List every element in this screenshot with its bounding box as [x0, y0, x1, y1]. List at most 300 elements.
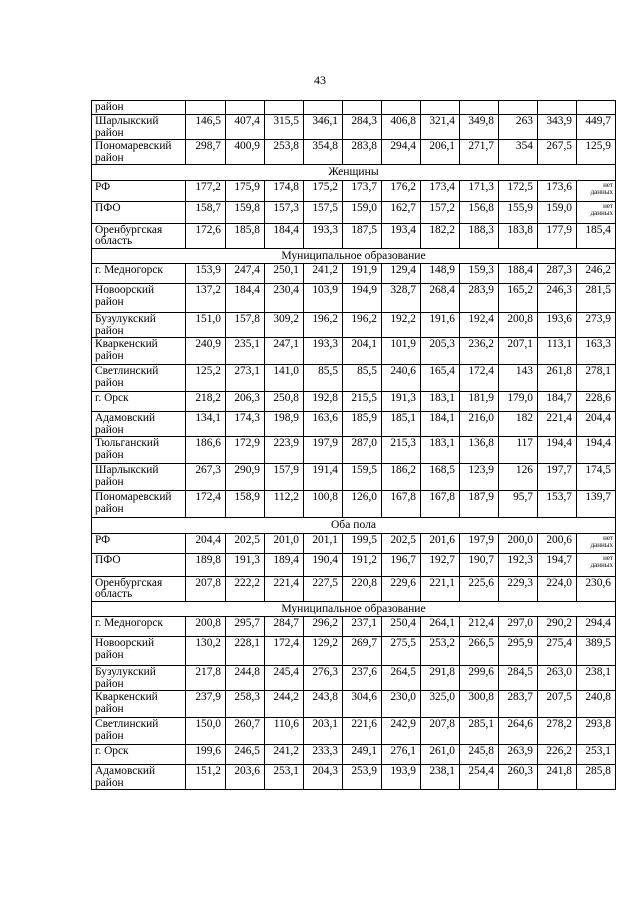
- value-cell: 174,8: [265, 180, 304, 201]
- row-label-line: район: [95, 324, 124, 337]
- value-cell: 141,0: [265, 365, 304, 392]
- row-label-line: Шарлыкский: [95, 464, 159, 476]
- value-cell: 249,1: [343, 745, 382, 765]
- table-row: [92, 437, 616, 464]
- value-cell: 207,5: [538, 691, 577, 718]
- value-cell: 203,6: [226, 765, 265, 790]
- value-cell: 221,6: [343, 718, 382, 745]
- value-cell: 188,4: [499, 264, 538, 284]
- value-cell: 281,5: [577, 284, 616, 313]
- value-cell: 196,2: [343, 313, 382, 338]
- value-cell: 173,7: [343, 180, 382, 201]
- value-cell: 167,8: [382, 491, 421, 518]
- value-cell: [265, 101, 304, 115]
- value-cell: 287,0: [343, 437, 382, 464]
- value-cell: 244,8: [226, 666, 265, 691]
- value-cell: [577, 101, 616, 115]
- value-cell: 129,4: [382, 264, 421, 284]
- value-cell: 167,8: [421, 491, 460, 518]
- value-cell: 218,2: [186, 392, 226, 412]
- value-cell: 183,1: [421, 392, 460, 412]
- no-data-cell: нет данных: [577, 533, 616, 553]
- value-cell: 153,9: [186, 264, 226, 284]
- value-cell: 221,4: [538, 412, 577, 437]
- section-header-row: [92, 518, 616, 534]
- value-cell: 159,0: [343, 201, 382, 223]
- value-cell: 250,1: [265, 264, 304, 284]
- row-label-line: Пономаревский: [95, 140, 172, 152]
- row-label-cell: [92, 140, 186, 165]
- value-cell: 204,3: [304, 765, 343, 790]
- value-cell: 244,2: [265, 691, 304, 718]
- value-cell: 191,4: [304, 464, 343, 491]
- value-cell: 228,6: [577, 392, 616, 412]
- value-cell: 253,9: [343, 765, 382, 790]
- value-cell: 271,7: [460, 140, 499, 165]
- value-cell: 278,1: [577, 365, 616, 392]
- value-cell: 294,4: [577, 617, 616, 637]
- value-cell: 304,6: [343, 691, 382, 718]
- value-cell: 162,7: [382, 201, 421, 223]
- value-cell: 224,0: [538, 576, 577, 601]
- value-cell: 184,1: [421, 412, 460, 437]
- value-cell: 354: [499, 140, 538, 165]
- value-cell: [226, 101, 265, 115]
- value-cell: 247,4: [226, 264, 265, 284]
- value-cell: 267,5: [538, 140, 577, 165]
- value-cell: 193,3: [304, 223, 343, 248]
- table-row: [92, 201, 616, 223]
- row-label-line: Бузулукский: [95, 666, 156, 678]
- row-label-cell: [92, 491, 186, 518]
- table-row: [92, 115, 616, 140]
- row-label-line: РФ: [95, 180, 111, 193]
- value-cell: 193,3: [304, 338, 343, 365]
- value-cell: 204,1: [343, 338, 382, 365]
- value-cell: 221,4: [265, 576, 304, 601]
- value-cell: 173,4: [421, 180, 460, 201]
- value-cell: 300,8: [460, 691, 499, 718]
- value-cell: 186,6: [186, 437, 226, 464]
- value-cell: 159,0: [538, 201, 577, 223]
- value-cell: 157,8: [226, 313, 265, 338]
- row-label-cell: [92, 718, 186, 745]
- value-cell: 295,7: [226, 617, 265, 637]
- value-cell: [499, 101, 538, 115]
- table-row: [92, 180, 616, 201]
- value-cell: 158,7: [186, 201, 226, 223]
- row-label-cell: [92, 745, 186, 765]
- row-label-line: район: [95, 502, 124, 515]
- row-label-cell: [92, 264, 186, 284]
- value-cell: 215,3: [382, 437, 421, 464]
- no-data-cell: нет данных: [577, 201, 616, 223]
- value-cell: 153,7: [538, 491, 577, 518]
- row-label-line: район: [95, 126, 124, 139]
- value-cell: 193,9: [382, 765, 421, 790]
- value-cell: 126: [499, 464, 538, 491]
- value-cell: 172,4: [186, 491, 226, 518]
- value-cell: 235,1: [226, 338, 265, 365]
- table-row: [92, 666, 616, 691]
- value-cell: 191,2: [343, 553, 382, 576]
- value-cell: 204,4: [186, 533, 226, 553]
- value-cell: 229,6: [382, 576, 421, 601]
- table-row: [92, 412, 616, 437]
- value-cell: 227,5: [304, 576, 343, 601]
- value-cell: 187,5: [343, 223, 382, 248]
- value-cell: 197,9: [304, 437, 343, 464]
- value-cell: 263,0: [538, 666, 577, 691]
- value-cell: 264,6: [499, 718, 538, 745]
- row-label-line: г. Медногорск: [95, 617, 163, 629]
- row-label-line: район: [95, 648, 124, 661]
- row-label-cell: [92, 392, 186, 412]
- value-cell: 240,8: [577, 691, 616, 718]
- value-cell: 136,8: [460, 437, 499, 464]
- value-cell: 275,5: [382, 637, 421, 666]
- value-cell: 125,2: [186, 365, 226, 392]
- value-cell: 225,6: [460, 576, 499, 601]
- section-header-row: [92, 248, 616, 264]
- value-cell: 325,0: [421, 691, 460, 718]
- value-cell: 192,4: [460, 313, 499, 338]
- value-cell: 194,4: [538, 437, 577, 464]
- value-cell: 298,7: [186, 140, 226, 165]
- value-cell: 343,9: [538, 115, 577, 140]
- value-cell: 346,1: [304, 115, 343, 140]
- value-cell: 276,1: [382, 745, 421, 765]
- table-row: [92, 691, 616, 718]
- section-header-label: Муниципальное образование: [92, 248, 616, 264]
- value-cell: 283,8: [343, 140, 382, 165]
- row-label-cell: [92, 533, 186, 553]
- table-row: [92, 637, 616, 666]
- value-cell: 247,1: [265, 338, 304, 365]
- value-cell: 187,9: [460, 491, 499, 518]
- value-cell: 184,4: [265, 223, 304, 248]
- value-cell: 191,9: [343, 264, 382, 284]
- value-cell: 197,7: [538, 464, 577, 491]
- value-cell: 309,2: [265, 313, 304, 338]
- statistics-table: [91, 100, 616, 790]
- value-cell: 188,3: [460, 223, 499, 248]
- table-row: [92, 338, 616, 365]
- value-cell: 260,7: [226, 718, 265, 745]
- value-cell: 194,7: [538, 553, 577, 576]
- value-cell: 290,2: [538, 617, 577, 637]
- value-cell: 203,1: [304, 718, 343, 745]
- row-label-cell: [92, 180, 186, 201]
- row-label-line: район: [95, 423, 124, 436]
- value-cell: 172,6: [186, 223, 226, 248]
- value-cell: 181,9: [460, 392, 499, 412]
- table-row: [92, 617, 616, 637]
- table-row: [92, 140, 616, 165]
- value-cell: 246,2: [577, 264, 616, 284]
- value-cell: 185,4: [577, 223, 616, 248]
- row-label-line: Оренбургская: [95, 576, 163, 589]
- value-cell: 406,8: [382, 115, 421, 140]
- value-cell: 193,4: [382, 223, 421, 248]
- value-cell: 285,8: [577, 765, 616, 790]
- value-cell: 172,9: [226, 437, 265, 464]
- value-cell: 201,1: [304, 533, 343, 553]
- value-cell: 110,6: [265, 718, 304, 745]
- value-cell: 163,3: [577, 338, 616, 365]
- page-number: 43: [314, 73, 326, 87]
- row-label-line: Кваркенский: [95, 338, 158, 350]
- value-cell: 264,5: [382, 666, 421, 691]
- row-label-cell: [92, 365, 186, 392]
- value-cell: 242,9: [382, 718, 421, 745]
- value-cell: 129,2: [304, 637, 343, 666]
- value-cell: 221,1: [421, 576, 460, 601]
- value-cell: 151,0: [186, 313, 226, 338]
- value-cell: 192,2: [382, 313, 421, 338]
- value-cell: 191,3: [382, 392, 421, 412]
- table-row: [92, 101, 616, 115]
- value-cell: 250,4: [382, 617, 421, 637]
- row-label-cell: [92, 437, 186, 464]
- value-cell: 266,5: [460, 637, 499, 666]
- value-cell: 126,0: [343, 491, 382, 518]
- value-cell: 283,7: [499, 691, 538, 718]
- value-cell: 230,0: [382, 691, 421, 718]
- value-cell: 190,4: [304, 553, 343, 576]
- value-cell: 206,3: [226, 392, 265, 412]
- value-cell: 192,8: [304, 392, 343, 412]
- row-label-cell: [92, 313, 186, 338]
- row-label-line: г. Орск: [95, 745, 129, 757]
- value-cell: 204,4: [577, 412, 616, 437]
- value-cell: 143: [499, 365, 538, 392]
- value-cell: 215,5: [343, 392, 382, 412]
- value-cell: 202,5: [226, 533, 265, 553]
- value-cell: 200,6: [538, 533, 577, 553]
- value-cell: 268,4: [421, 284, 460, 313]
- value-cell: 190,7: [460, 553, 499, 576]
- value-cell: 200,8: [499, 313, 538, 338]
- value-cell: 238,1: [577, 666, 616, 691]
- row-label-line: Адамовский: [95, 765, 156, 777]
- value-cell: 260,3: [499, 765, 538, 790]
- row-label-line: РФ: [95, 533, 111, 546]
- value-cell: 157,2: [421, 201, 460, 223]
- value-cell: 139,7: [577, 491, 616, 518]
- section-header-label: Женщины: [92, 165, 616, 181]
- value-cell: 177,2: [186, 180, 226, 201]
- table-row: [92, 765, 616, 790]
- value-cell: 263,9: [499, 745, 538, 765]
- value-cell: 163,6: [304, 412, 343, 437]
- value-cell: 223,9: [265, 437, 304, 464]
- row-label-line: Светлинский: [95, 718, 159, 730]
- value-cell: [538, 101, 577, 115]
- table-row: [92, 392, 616, 412]
- value-cell: 112,2: [265, 491, 304, 518]
- value-cell: 85,5: [343, 365, 382, 392]
- value-cell: 241,2: [304, 264, 343, 284]
- section-header-label: Муниципальное образование: [92, 601, 616, 617]
- value-cell: 229,3: [499, 576, 538, 601]
- value-cell: 191,6: [421, 313, 460, 338]
- row-label-cell: [92, 284, 186, 313]
- value-cell: 254,4: [460, 765, 499, 790]
- value-cell: 273,9: [577, 313, 616, 338]
- value-cell: 174,3: [226, 412, 265, 437]
- row-label-line: район: [95, 702, 124, 715]
- row-label-line: район: [95, 776, 124, 789]
- value-cell: [421, 101, 460, 115]
- value-cell: 284,5: [499, 666, 538, 691]
- value-cell: 183,8: [499, 223, 538, 248]
- value-cell: 117: [499, 437, 538, 464]
- value-cell: 157,3: [265, 201, 304, 223]
- value-cell: 125,9: [577, 140, 616, 165]
- row-label-line: ПФО: [95, 553, 121, 566]
- value-cell: 240,6: [382, 365, 421, 392]
- value-cell: 182,2: [421, 223, 460, 248]
- value-cell: 177,9: [538, 223, 577, 248]
- value-cell: 236,2: [460, 338, 499, 365]
- value-cell: 198,9: [265, 412, 304, 437]
- value-cell: 185,1: [382, 412, 421, 437]
- value-cell: 241,2: [265, 745, 304, 765]
- row-label-line: Тюльганский: [95, 437, 160, 449]
- row-label-line: Новоорский: [95, 637, 155, 649]
- value-cell: 294,4: [382, 140, 421, 165]
- value-cell: 275,4: [538, 637, 577, 666]
- value-cell: [186, 101, 226, 115]
- value-cell: 400,9: [226, 140, 265, 165]
- value-cell: 179,0: [499, 392, 538, 412]
- value-cell: 193,6: [538, 313, 577, 338]
- value-cell: 237,1: [343, 617, 382, 637]
- section-header-row: [92, 601, 616, 617]
- value-cell: 199,5: [343, 533, 382, 553]
- value-cell: 182: [499, 412, 538, 437]
- value-cell: 273,1: [226, 365, 265, 392]
- value-cell: 284,7: [265, 617, 304, 637]
- value-cell: 175,9: [226, 180, 265, 201]
- value-cell: 157,5: [304, 201, 343, 223]
- table-row: [92, 533, 616, 553]
- value-cell: 85,5: [304, 365, 343, 392]
- value-cell: 237,6: [343, 666, 382, 691]
- row-label-line: г. Орск: [95, 392, 129, 404]
- value-cell: 173,6: [538, 180, 577, 201]
- value-cell: 172,5: [499, 180, 538, 201]
- value-cell: 196,7: [382, 553, 421, 576]
- value-cell: 184,7: [538, 392, 577, 412]
- value-cell: 189,8: [186, 553, 226, 576]
- value-cell: 159,3: [460, 264, 499, 284]
- value-cell: 103,9: [304, 284, 343, 313]
- row-label-line: область: [95, 235, 133, 247]
- value-cell: 217,8: [186, 666, 226, 691]
- row-label-line: район: [95, 448, 124, 461]
- row-label-line: район: [95, 101, 124, 113]
- value-cell: 243,8: [304, 691, 343, 718]
- value-cell: 245,8: [460, 745, 499, 765]
- value-cell: 299,6: [460, 666, 499, 691]
- value-cell: 285,1: [460, 718, 499, 745]
- value-cell: 389,5: [577, 637, 616, 666]
- statistics-table-container: [91, 100, 615, 790]
- row-label-line: ПФО: [95, 201, 121, 214]
- row-label-cell: [92, 223, 186, 248]
- row-label-cell: [92, 691, 186, 718]
- value-cell: 207,8: [421, 718, 460, 745]
- value-cell: 165,4: [421, 365, 460, 392]
- value-cell: 261,0: [421, 745, 460, 765]
- value-cell: 253,2: [421, 637, 460, 666]
- value-cell: 171,3: [460, 180, 499, 201]
- value-cell: 185,8: [226, 223, 265, 248]
- value-cell: 184,4: [226, 284, 265, 313]
- row-label-line: район: [95, 677, 124, 690]
- value-cell: 186,2: [382, 464, 421, 491]
- value-cell: 200,8: [186, 617, 226, 637]
- value-cell: 207,1: [499, 338, 538, 365]
- row-label-line: Адамовский: [95, 412, 156, 424]
- table-row: [92, 365, 616, 392]
- value-cell: 175,2: [304, 180, 343, 201]
- value-cell: 253,8: [265, 140, 304, 165]
- value-cell: 196,2: [304, 313, 343, 338]
- value-cell: 151,2: [186, 765, 226, 790]
- value-cell: 241,8: [538, 765, 577, 790]
- value-cell: 191,3: [226, 553, 265, 576]
- value-cell: 194,4: [577, 437, 616, 464]
- value-cell: 150,0: [186, 718, 226, 745]
- value-cell: 297,0: [499, 617, 538, 637]
- value-cell: 101,9: [382, 338, 421, 365]
- row-label-line: район: [95, 729, 124, 742]
- row-label-line: район: [95, 475, 124, 488]
- table-row: [92, 491, 616, 518]
- value-cell: 130,2: [186, 637, 226, 666]
- value-cell: 228,1: [226, 637, 265, 666]
- value-cell: 123,9: [460, 464, 499, 491]
- no-data-cell: нет данных: [577, 180, 616, 201]
- row-label-cell: [92, 115, 186, 140]
- row-label-cell: [92, 637, 186, 666]
- value-cell: 100,8: [304, 491, 343, 518]
- value-cell: 237,9: [186, 691, 226, 718]
- row-label-line: Оренбургская: [95, 223, 163, 236]
- table-row: [92, 313, 616, 338]
- value-cell: 207,8: [186, 576, 226, 601]
- value-cell: 201,0: [265, 533, 304, 553]
- row-label-cell: [92, 338, 186, 365]
- value-cell: 192,3: [499, 553, 538, 576]
- value-cell: 296,2: [304, 617, 343, 637]
- value-cell: 206,1: [421, 140, 460, 165]
- value-cell: 192,7: [421, 553, 460, 576]
- value-cell: 168,5: [421, 464, 460, 491]
- row-label-line: Кваркенский: [95, 691, 158, 703]
- value-cell: 278,2: [538, 718, 577, 745]
- row-label-cell: [92, 576, 186, 601]
- value-cell: 290,9: [226, 464, 265, 491]
- row-label-cell: [92, 101, 186, 115]
- value-cell: 137,2: [186, 284, 226, 313]
- value-cell: 158,9: [226, 491, 265, 518]
- value-cell: 293,8: [577, 718, 616, 745]
- value-cell: 287,3: [538, 264, 577, 284]
